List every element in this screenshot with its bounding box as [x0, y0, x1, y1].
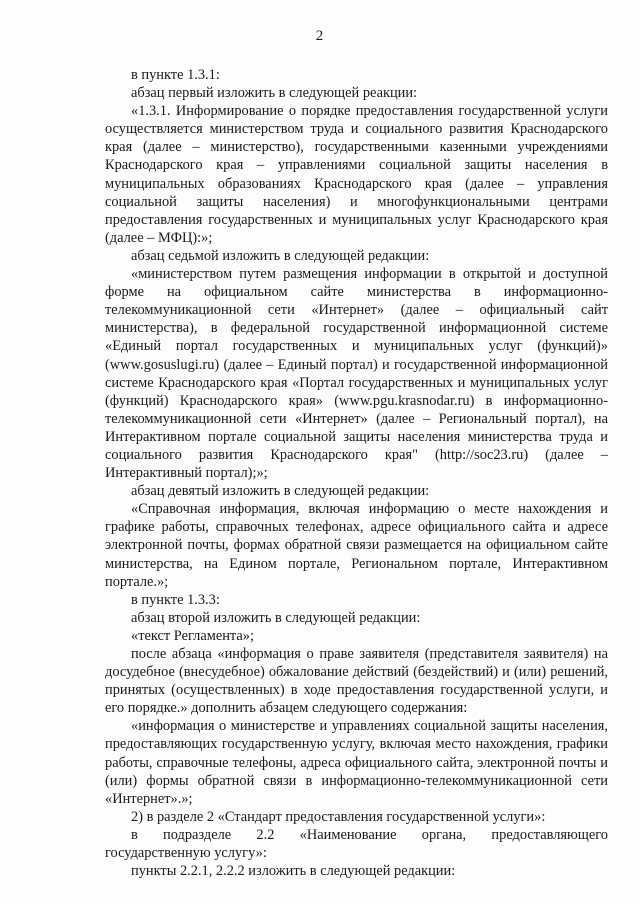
- paragraph-second-abzac: абзац второй изложить в следующей редакции:: [131, 609, 421, 626]
- paragraph-after-abzac: после абзаца «информация о праве заявителя (представителя заявителя) на досудебное (внесудебное) обжалование действий (бездействий) и (или) решений, принятых (осуществленных) в ходе предоставления государственной услуги, и его порядке.» дополнить абзацем следующего содержания:: [105, 646, 608, 717]
- paragraph-clause-1-3-1: в пункте 1.3.1:: [131, 67, 220, 83]
- paragraph-quote-ministry: «министерством путем размещения информации в открытой и доступной форме на официальном сайте министерства в информационно-телекоммуникационной сети «Интернет» (далее – официальный сайт министерства), в федеральной государственной информационной системе «Единый портал государственных и муниципальных услуг (функций)» (www.gosuslugi.ru) (далее – Единый портал) и государственной информационной системе Краснодарского края «Портал государственных и муниципальных услуг (функций) Краснодарского края» (www.pgu.krasnodar.ru) в информационно-телекоммуникационной сети «Интернет» (далее – Региональный портал), на Интерактивном портале социальной защиты населения министерства труда и социального развития Краснодарского края" (http://soc23.ru) (далее – Интерактивный портал);»;: [105, 266, 608, 482]
- paragraph-first-abzac: абзац первый изложить в следующей реакции:: [131, 85, 418, 102]
- paragraph-regulation-text: «текст Регламента»;: [131, 627, 254, 644]
- page-number: 2: [315, 28, 324, 44]
- paragraph-clauses-2-2-1-2-2-2: пункты 2.2.1, 2.2.2 изложить в следующей редакции:: [131, 863, 456, 880]
- paragraph-quote-ministry-info: «информация о министерстве и управлениях социальной защиты населения, предоставляющих государственную услугу, включая место нахождения, графики работы, справочные телефоны, адреса официального сайта, электронной почты и (или) формы обратной связи в информационно-телекоммуникационной сети «Интернет».»;: [105, 718, 608, 807]
- paragraph-subsection-2-2: в подразделе 2.2 «Наименование органа, предоставляющего государственную услугу»:: [105, 826, 608, 862]
- paragraph-seventh-abzac: абзац седьмой изложить в следующей редакции:: [131, 247, 430, 264]
- paragraph-quote-1-3-1: «1.3.1. Информирование о порядке предоставления государственной услуги осуществляется министерством труда и социального развития Краснодарского края (далее – министерство), государственными казенными учреждениями Краснодарского края – управлениями социальной защиты населения в муниципальных образованиях Краснодарского края (далее – управления социальной защиты населения) и многофункциональными центрами предоставления государственных и муниципальных услуг Краснодарского края (далее – МФЦ):»;: [105, 103, 608, 246]
- paragraph-section-2: 2) в разделе 2 «Стандарт предоставления государственной услуги»:: [131, 808, 546, 825]
- paragraph-quote-reference-info: «Справочная информация, включая информацию о месте нахождения и графике работы, справочных телефонах, адресе официального сайта и адресе электронной почты, формах обратной связи размещается на официальном сайте министерства, на Едином портале, Региональном портале, Интерактивном портале.»;: [105, 501, 608, 590]
- document-body: [105, 66, 608, 880]
- paragraph-clause-1-3-3: в пункте 1.3.3:: [131, 591, 220, 608]
- paragraph-ninth-abzac: абзац девятый изложить в следующей редакции:: [131, 483, 430, 500]
